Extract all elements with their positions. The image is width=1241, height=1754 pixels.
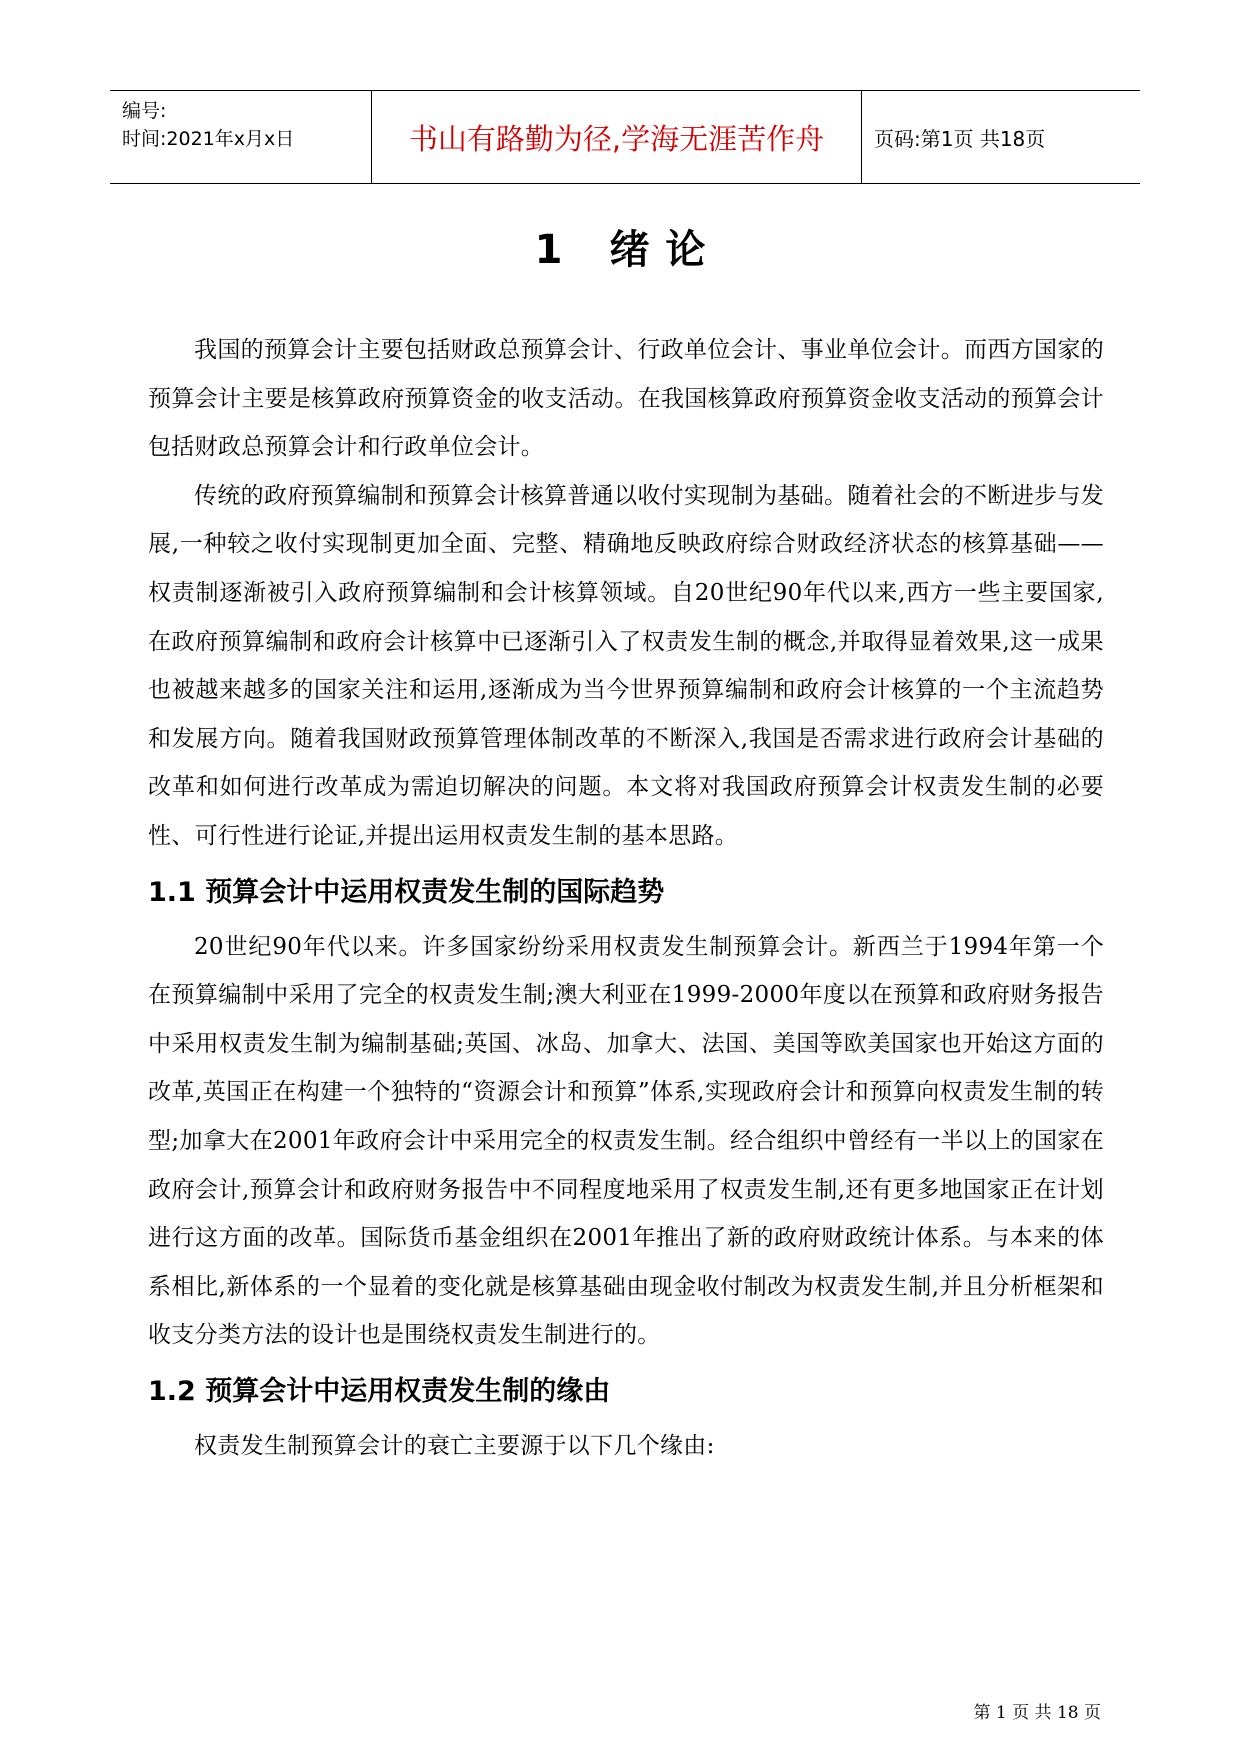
- section-heading-1-1: 1.1 预算会计中运用权责发生制的国际趋势: [148, 876, 665, 908]
- header-table: [110, 90, 1140, 184]
- time-label: 时间:2021年x月x日: [122, 128, 295, 150]
- footer-page-number: 第 1 页 共 18 页: [973, 1703, 1101, 1723]
- chapter-number: 1: [534, 227, 564, 273]
- number-label: 编号:: [122, 100, 167, 122]
- page-footer: [974, 1698, 1101, 1723]
- chapter-title: [0, 218, 1241, 275]
- section-1-2-paragraph: 权责发生制预算会计的衰亡主要源于以下几个缘由:: [194, 1432, 715, 1459]
- motto-text: 书山有路勤为径,学海无涯苦作舟: [408, 121, 825, 156]
- header-motto-cell: [372, 91, 862, 183]
- chapter-title-text: 绪 论: [609, 227, 707, 273]
- section-heading-1-2: 1.2 预算会计中运用权责发生制的缘由: [148, 1375, 611, 1407]
- intro-paragraph-1: 我国的预算会计主要包括财政总预算会计、行政单位会计、事业单位会计。而西方国家的预算会计主要是核算政府预算资金的收支活动。在我国核算政府预算资金收支活动的预算会计包括财政总预算会计和行政单位会计。: [148, 337, 1104, 461]
- header-left-cell: [110, 91, 372, 183]
- intro-paragraph-2: 传统的政府预算编制和预算会计核算普通以收付实现制为基础。随着社会的不断进步与发展,一种较之收付实现制更加全面、完整、精确地反映政府综合财政经济状态的核算基础——权责制逐渐被引入政府预算编制和会计核算领域。自20世纪90年代以来,西方一些主要国家,在政府预算编制和政府会计核算中已逐渐引入了权责发生制的概念,并取得显着效果,这一成果也被越来越多的国家关注和运用,逐渐成为当今世界预算编制和政府会计核算的一个主流趋势和发展方向。随着我国财政预算管理体制改革的不断深入,我国是否需求进行政府会计基础的改革和如何进行改革成为需迫切解决的问题。本文将对我国政府预算会计权责发生制的必要性、可行性进行论证,并提出运用权责发生制的基本思路。: [148, 482, 1104, 849]
- header-page-cell: [862, 91, 1140, 183]
- page-content: [148, 326, 1104, 1470]
- page-label: 页码:第1页 共18页: [874, 126, 1046, 151]
- section-1-1-paragraph: 20世纪90年代以来。许多国家纷纷采用权责发生制预算会计。新西兰于1994年第一个在预算编制中采用了完全的权责发生制;澳大利亚在1999-2000年度以在预算和政府财务报告中采用权责发生制为编制基础;英国、冰岛、加拿大、法国、美国等欧美国家也开始这方面的改革,英国正在构建一个独特的“资源会计和预算”体系,实现政府会计和预算向权责发生制的转型;加拿大在2001年政府会计中采用完全的权责发生制。经合组织中曾经有一半以上的国家在政府会计,预算会计和政府财务报告中不同程度地采用了权责发生制,还有更多地国家正在计划进行这方面的改革。国际货币基金组织在2001年推出了新的政府财政统计体系。与本来的体系相比,新体系的一个显着的变化就是核算基础由现金收付制改为权责发生制,并且分析框架和收支分类方法的设计也是围绕权责发生制进行的。: [148, 933, 1104, 1349]
